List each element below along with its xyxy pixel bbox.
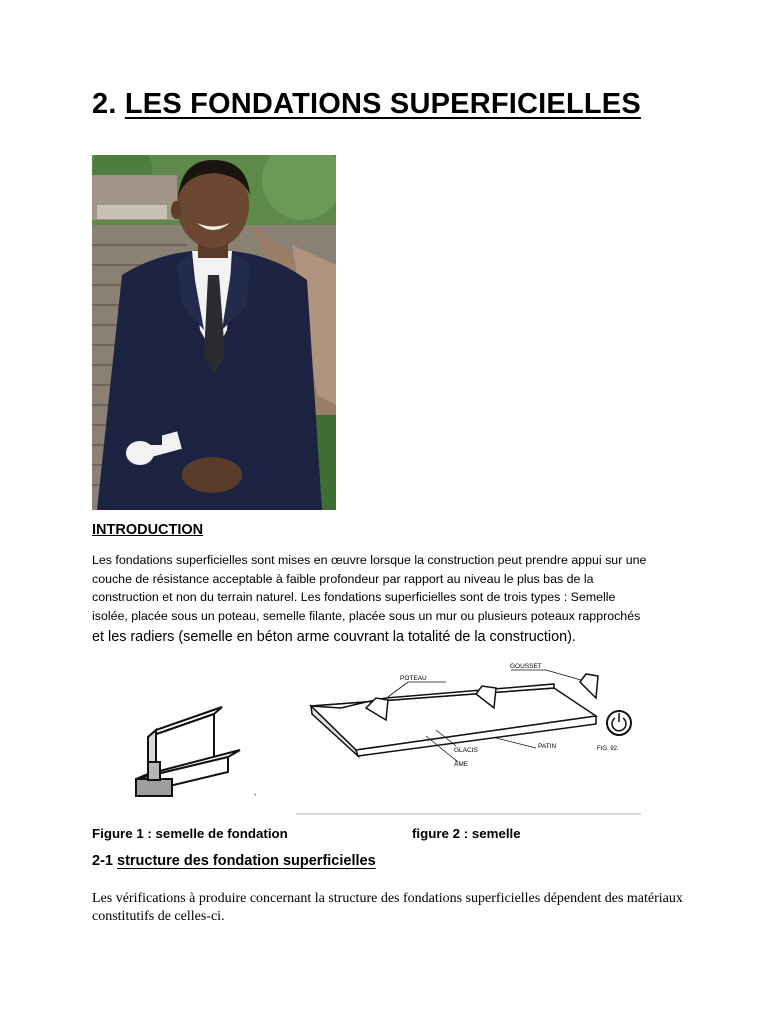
title-number: 2 <box>92 88 109 120</box>
page-title <box>92 88 641 121</box>
person-photo <box>92 155 336 510</box>
label-gousset: GOUSSET <box>510 663 542 670</box>
footing-sketch <box>92 662 267 812</box>
paragraph-line: Les fondations superficielles sont mises en œuvre lorsque la construction peut prendre appui sur une <box>92 553 647 567</box>
strip-footing-sketch <box>296 658 641 816</box>
figure-2-drawing <box>296 658 641 816</box>
person-photo-illustration <box>92 155 336 510</box>
introduction-paragraph <box>92 551 692 647</box>
svg-text:°: ° <box>254 794 257 800</box>
paragraph-line: construction et non du terrain naturel. Les fondations superficielles sont de trois types : Semelle <box>92 590 616 604</box>
paragraph-line: couche de résistance acceptable à faible profondeur par rapport au niveau le plus bas de la <box>92 571 594 586</box>
title-separator: . <box>108 88 125 120</box>
figure-1-drawing <box>92 662 267 812</box>
paragraph-line: et les radiers (semelle en béton arme couvrant la totalité de la construction). <box>92 629 576 645</box>
section-heading <box>92 853 376 869</box>
label-glacis: GLACIS <box>454 747 478 754</box>
label-patin: PATIN <box>538 743 557 750</box>
label-poteau: POTEAU <box>400 675 427 682</box>
introduction-heading: INTRODUCTION <box>92 522 204 538</box>
section-body: Les vérifications à produire concernant la structure des fondations superficielles dépendent des matériaux constitutifs de celles-ci. <box>92 891 683 924</box>
paragraph-line: isolée, placée sous un poteau, semelle filante, placée sous un mur ou plusieurs poteaux rapprochés <box>92 608 641 623</box>
figure-1-caption: Figure 1 : semelle de fondation <box>92 826 288 841</box>
label-ame: ÂME <box>454 761 469 768</box>
label-fig: FIG. 92. <box>597 746 619 752</box>
figure-2-caption: figure 2 : semelle <box>412 826 521 841</box>
section-number: 2-1 <box>92 853 117 869</box>
section-title: structure des fondation superficielles <box>117 853 376 869</box>
title-text: LES FONDATIONS SUPERFICIELLES <box>124 88 641 120</box>
